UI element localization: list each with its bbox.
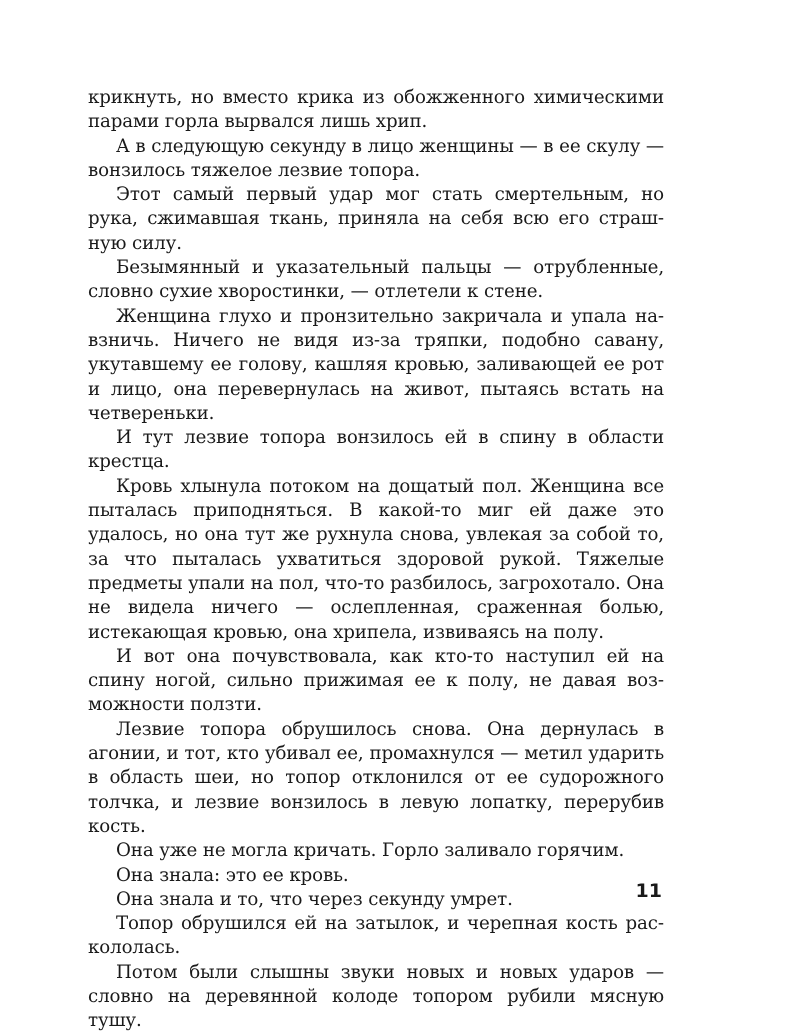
paragraph-1: крикнуть, но вместо крика из обожженного химическими парами горла вырвался лишь хрип. [88,87,664,133]
paragraph-3: Этот самый первый удар мог стать смертельным, но рука, сжимавшая ткань, приняла на себя всю его страшную силу. [88,184,664,254]
paragraph-12: Она знала и то, что через секунду умрет. [116,888,513,910]
paragraph-5: Женщина глухо и пронзительно закричала и упала навзничь. Ничего не видя из-за тряпки, подобно савану, укутавшему ее голову, кашляя кровью, заливающей ее рот и лицо, она перевернулась на живот, пытаясь встать на четвереньки. [88,305,664,424]
paragraph-2: А в следующую секунду в лицо женщины — в ее скулу — вонзилось тяжелое лезвие топора. [88,135,664,181]
paragraph-7: Кровь хлынула потоком на дощатый пол. Женщина все пыталась приподняться. В какой-то миг ей даже это удалось, но она тут же рухнула снова, увлекая за собой то, за что пыталась ухватиться здоровой рукой. Тяжелые предметы упали на пол, что-то разбилось, загрохотало. Она не видела ничего — ослепленная, сраженная болью, истекающая кровью, она хрипела, извиваясь на полу. [88,475,664,643]
paragraph-8: И вот она почувствовала, как кто-то наступил ей на спину ногой, сильно прижимая ее к полу, не давая возможности ползти. [88,645,664,716]
paragraph-6: И тут лезвие топора вонзилось ей в спину в области крестца. [88,427,664,473]
paragraph-10: Она уже не могла кричать. Горло заливало горячим. [116,840,625,862]
page-number: 11 [635,880,662,902]
paragraph-14: Потом были слышны звуки новых и новых ударов — словно на деревянной колоде топором рубили мясную тушу. [88,961,664,1032]
paragraph-13: Топор обрушился ей на затылок, и черепная кость раскололась. [88,913,664,959]
book-page-text [88,86,664,1034]
paragraph-9: Лезвие топора обрушилось снова. Она дернулась в агонии, и тот, кто убивал ее, промахнулся — метил ударить в область шеи, но топор отклонился от ее судорожного толчка, и лезвие вонзилось в левую лопатку, перерубив кость. [88,718,664,837]
paragraph-4: Безымянный и указательный пальцы — отрубленные, словно сухие хворостинки, — отлетели к стене. [88,257,664,303]
paragraph-11: Она знала: это ее кровь. [116,864,349,886]
